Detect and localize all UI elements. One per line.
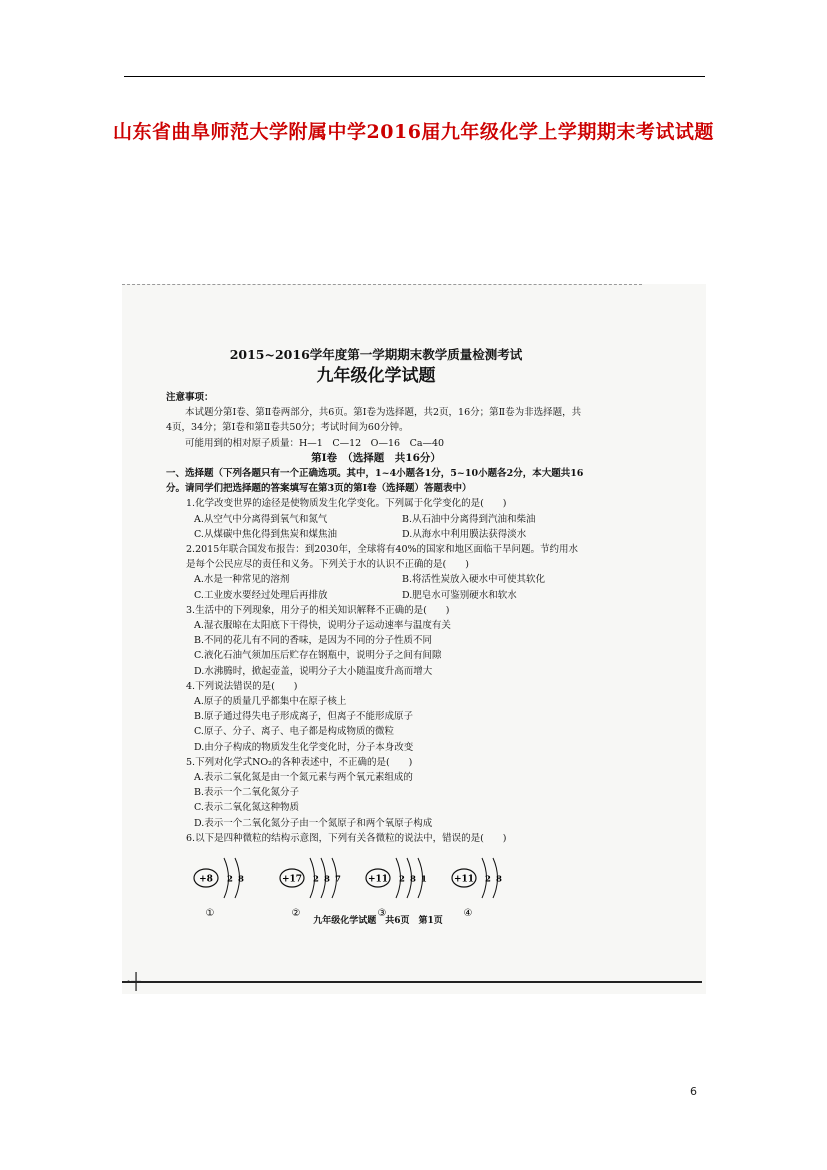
- answer-option: A.原子的质量几乎都集中在原子核上: [194, 696, 347, 708]
- atom-diagram: [366, 858, 427, 919]
- notes-line-2: 可能用到的相对原子质量：H—1 C—12 O—16 Ca—40: [185, 437, 445, 449]
- electron-count: 8: [324, 874, 330, 885]
- nucleus-charge: +11: [367, 874, 389, 885]
- answer-option: D.从海水中利用膜法获得淡水: [402, 528, 527, 540]
- answer-option: C.液化石油气须加压后贮存在钢瓶中，说明分子之间有间隙: [194, 650, 442, 662]
- registration-mark: ·┼: [126, 972, 141, 991]
- option-row: [166, 512, 586, 527]
- electron-count: 8: [496, 874, 502, 885]
- option-row: [166, 527, 586, 542]
- option-row: [166, 572, 586, 587]
- option-row: [166, 588, 586, 603]
- question-stem: 3.生活中的下列现象，用分子的相关知识解释不正确的是( ): [186, 604, 450, 616]
- answer-option: C.工业废水要经过处理后再排放: [194, 589, 328, 601]
- header-rule: [124, 76, 705, 77]
- answer-option: A.水是一种常见的溶剂: [194, 574, 290, 586]
- answer-option: C.原子、分子、离子、电子都是构成物质的微粒: [194, 726, 394, 738]
- answer-option: C.表示二氧化氮这种物质: [194, 802, 299, 814]
- document-title: 山东省曲阜师范大学附属中学2016届九年级化学上学期期末考试试题: [113, 121, 714, 143]
- diagram-label: ③: [377, 908, 387, 919]
- answer-option: B.从石油中分离得到汽油和柴油: [402, 513, 536, 525]
- scanned-exam-page: [122, 284, 706, 994]
- page-number: 6: [690, 1085, 697, 1098]
- question-stem: 1.化学改变世界的途径是使物质发生化学变化。下列属于化学变化的是( ): [186, 498, 507, 510]
- exam-header-line: 2015~2016学年度第一学期期末教学质量检测考试: [229, 347, 523, 362]
- electron-count: 2: [485, 874, 491, 885]
- answer-option: D.由分子构成的物质发生化学变化时，分子本身改变: [194, 741, 414, 753]
- answer-option: A.湿衣服晾在太阳底下干得快，说明分子运动速率与温度有关: [194, 620, 451, 632]
- diagram-label: ②: [291, 908, 301, 919]
- electron-count: 2: [227, 874, 233, 885]
- answer-option: B.不同的花儿有不同的香味，是因为不同的分子性质不同: [194, 635, 433, 647]
- diagram-label: ④: [463, 908, 473, 919]
- answer-option: D.表示一个二氧化氮分子由一个氮原子和两个氧原子构成: [194, 817, 433, 829]
- electron-count: 8: [238, 874, 244, 885]
- nucleus-charge: +11: [453, 874, 475, 885]
- atom-diagram: [194, 858, 244, 919]
- exam-page-footer: 九年级化学试题 共6页 第1页: [313, 916, 443, 926]
- question-list: [166, 496, 586, 846]
- answer-option: A.表示二氧化氮是由一个氮元素与两个氧元素组成的: [194, 772, 413, 784]
- answer-option: B.原子通过得失电子形成离子，但离子不能形成原子: [194, 711, 414, 723]
- exam-sheet: [166, 346, 586, 846]
- answer-option: B.将活性炭放入硬水中可使其软化: [402, 574, 546, 586]
- electron-count: 2: [399, 874, 405, 885]
- answer-option: D.肥皂水可鉴别硬水和软水: [402, 589, 517, 601]
- scan-bottom-edge: [122, 981, 702, 983]
- atom-diagram: [280, 858, 341, 919]
- electron-count: 8: [410, 874, 416, 885]
- nucleus-charge: +17: [281, 874, 303, 885]
- question-stem: 6.以下是四种微粒的结构示意图，下列有关各微粒的说法中，错误的是( ): [186, 832, 507, 844]
- exam-subject-title: 九年级化学试题: [316, 366, 436, 386]
- scan-top-edge: [122, 284, 642, 285]
- electron-count: 1: [421, 874, 427, 885]
- atom-diagram: [452, 858, 502, 919]
- answer-option: B.表示一个二氧化氮分子: [194, 787, 300, 799]
- part-1-title: 第Ⅰ卷 （选择题 共16分）: [311, 451, 441, 464]
- question-stem: 2.2015年联合国发布报告：到2030年，全球将有40%的国家和地区面临干旱问题。节约用水是每个公民应尽的责任和义务。下列关于水的认识不正确的是( ): [186, 544, 579, 571]
- electron-count: 2: [313, 874, 319, 885]
- nucleus-charge: +8: [199, 874, 213, 885]
- question-stem: 4.下列说法错误的是( ): [186, 680, 298, 692]
- question-stem: 5.下列对化学式NO₂的各种表述中，不正确的是( ): [186, 756, 413, 768]
- answer-option: D.水沸腾时，掀起壶盖，说明分子大小随温度升高而增大: [194, 665, 433, 677]
- notes-heading: 注意事项：: [166, 392, 214, 403]
- answer-option: A.从空气中分离得到氧气和氮气: [194, 513, 328, 525]
- diagram-label: ①: [205, 908, 215, 919]
- answer-option: C.从煤碳中焦化得到焦炭和煤焦油: [194, 528, 337, 540]
- notes-line-1: 本试题分第Ⅰ卷、第Ⅱ卷两部分，共6页。第Ⅰ卷为选择题，共2页，16分；第Ⅱ卷为非选择题，共4页，34分；第Ⅰ卷和第Ⅱ卷共50分；考试时间为60分钟。: [166, 407, 582, 434]
- electron-count: 7: [335, 874, 341, 885]
- section-intro: 一、选择题（下列各题只有一个正确选项。其中，1~4小题各1分，5~10小题各2分，本大题共16分。请同学们把选择题的答案填写在第3页的第Ⅰ卷（选择题）答题表中）: [166, 468, 584, 495]
